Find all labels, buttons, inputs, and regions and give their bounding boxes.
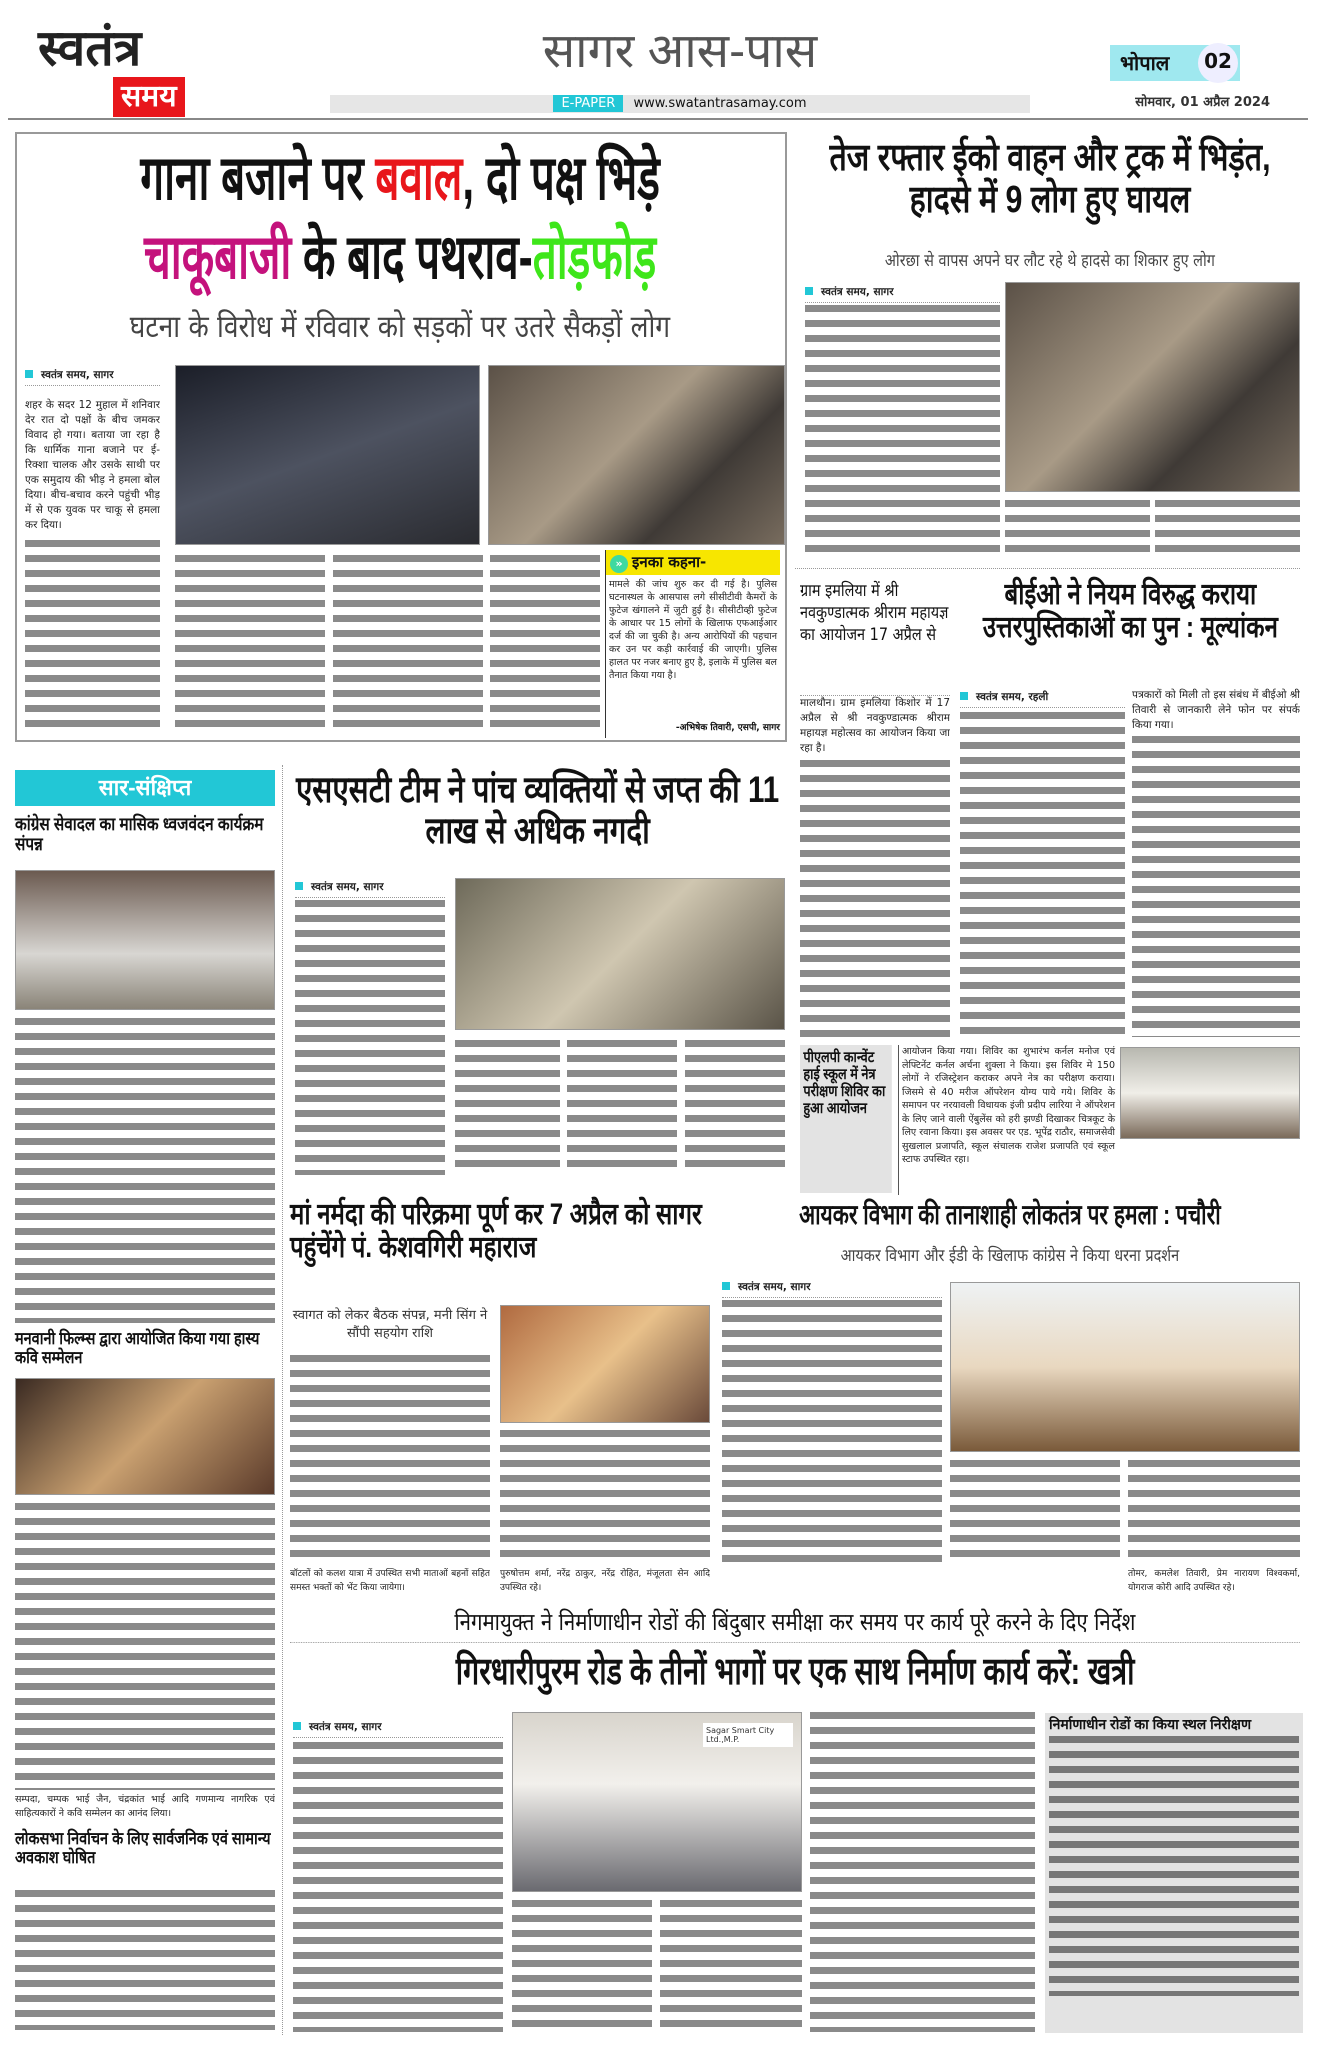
lead-body: शहर के सदर 12 मुहाल में शनिवार देर रात दो पक्षों के बीच जमकर विवाद हो गया। बताया जा रहा है कि धार्मिक गाना बजाने पर ई-रिक्शा चालक और उसके साथी पर एक समुदाय की भीड़ ने हमला बोल दिया। बीच-बचाव करने पहुंची भीड़ में से एक युवक पर चाकू से हमला कर दिया। xyxy=(25,399,160,531)
roads-col-4 xyxy=(810,1712,1035,2032)
quote-title: » इनका कहना- xyxy=(606,550,780,575)
lead-col-4 xyxy=(490,555,600,735)
beo-col-2-start: पत्रकारों को मिली तो इस संबंध में बीईओ श्री तिवारी से जानकारी लेने फोन पर संपर्क किया गया। xyxy=(1132,689,1300,731)
roads-kicker: निगमायुक्त ने निर्माणाधीन रोडों की बिंदुबार समीक्षा कर समय पर कार्य पूरे करने के दिए निर्देश xyxy=(290,1605,1300,1643)
narmada-headline: मां नर्मदा की परिक्रमा पूर्ण कर 7 अप्रैल को सागर पहुंचेंगे पं. केशवगिरी महाराज xyxy=(290,1198,702,1264)
roads-box-body xyxy=(1049,1736,1299,1996)
tax-photo xyxy=(950,1282,1300,1452)
epaper-label: E-PAPER xyxy=(553,95,623,112)
roads-col-3 xyxy=(660,1900,802,2032)
eye-camp-photo xyxy=(1120,1047,1300,1139)
quote-box xyxy=(605,550,780,738)
roads-photo xyxy=(512,1712,802,1892)
lead-subhead: घटना के विरोध में रविवार को सड़कों पर उतरे सैकड़ों लोग xyxy=(129,309,671,345)
photo-signboard: Sagar Smart City Ltd.,M.P. xyxy=(703,1723,793,1747)
quote-attribution: -अभिषेक तिवारी, एसपी, सागर xyxy=(675,723,780,733)
yagya-headline: ग्राम इमलिया में श्री नवकुण्डात्मक श्रीराम महायज्ञ का आयोजन 17 अप्रैल से xyxy=(800,581,949,645)
sidebar-item-3-headline: लोकसभा निर्वाचन के लिए सार्वजनिक एवं सामान्य अवकाश घोषित xyxy=(15,1829,271,1867)
beo-headline: बीईओ ने नियम विरुद्ध कराया उत्तरपुस्तिकाओं का पुन : मूल्यांकन xyxy=(982,578,1278,644)
narmada-tail-2: पुरुषोत्तम शर्मा, नरेंद्र ठाकुर, नरेंद्र रोहित, मंजूलता सेन आदि उपस्थित रहे। xyxy=(500,1569,710,1593)
logo xyxy=(38,22,213,117)
narmada-tail: बॉटलों को कलश यात्रा में उपस्थित सभी माताओं बहनों सहित समस्त भक्तों को भेंट किया जायेगा। xyxy=(290,1569,490,1593)
sst-photo xyxy=(455,878,785,1030)
lead-col-2 xyxy=(175,555,325,735)
sst-col-1 xyxy=(295,900,445,1175)
section-title: सागर आस-पास xyxy=(542,25,818,78)
sst-col-3 xyxy=(567,1040,677,1175)
logo-top: स्वतंत्र xyxy=(38,20,142,76)
beo-byline: स्वतंत्र समय, रहली xyxy=(960,690,1125,708)
eye-camp-headline: पीएलपी कान्वेंट हाई स्कूल में नेत्र परीक्षण शिविर का हुआ आयोजन xyxy=(800,1045,892,1193)
yagya-body xyxy=(800,760,950,1040)
accident-col-3 xyxy=(1155,500,1300,560)
roads-col-2 xyxy=(512,1900,652,2032)
tax-subhead: आयकर विभाग और ईडी के खिलाफ कांग्रेस ने किया धरना प्रदर्शन xyxy=(840,1246,1180,1266)
roads-col-1 xyxy=(293,1742,503,2032)
accident-photo xyxy=(1005,282,1300,492)
page-number: 02 xyxy=(1198,43,1238,83)
eye-camp-body: आयोजन किया गया। शिविर का शुभारंभ कर्नल मनोज एवं लेफ्टिनेंट कर्नल अर्चना शुक्ला ने किया। इस शिविर मे 150 लोगों ने रजिस्ट्रेशन कराकर अपने नेत्र का परीक्षण कराया। जिसमे से 40 मरीज ऑपरेशन योग्य पाये गये। शिविर के समापन पर नरयावली विधायक इंजी प्रदीप लारिया ने ऑपरेशन के लिए जाने वाली ऐंबुलेंस को हरी झण्डी दिखाकर चित्रकूट के लिए रवाना किया। इस अवसर पर एड. भूपेंद्र राठौर, समाजसेवी सुखलाल प्रजापति, स्कूल संचालक राजेश प्रजापति एवं स्कूल स्टाफ उपस्थित रहा। xyxy=(902,1046,1115,1165)
yagya-lead: मालथौन। ग्राम इमलिया किशोर में 17 अप्रैल से श्री नवकुण्डात्मक श्रीराम महायज्ञ महोत्सव का आयोजन किया जा रहा है। xyxy=(800,695,950,757)
roads-byline: स्वतंत्र समय, सागर xyxy=(293,1720,503,1738)
sidebar-item-2-body xyxy=(15,1503,275,1790)
accident-headline: तेज रफ्तार ईको वाहन और ट्रक में भिड़ंत, हादसे में 9 लोग हुए घायल xyxy=(829,137,1271,221)
narmada-col-1 xyxy=(290,1355,490,1565)
chevron-icon: » xyxy=(610,555,628,573)
sidebar-item-1-body xyxy=(15,1018,275,1323)
narmada-col-2 xyxy=(500,1430,710,1565)
accident-subhead: ओरछा से वापस अपने घर लौट रहे थे हादसे का शिकार हुए लोग xyxy=(884,251,1215,271)
lead-body-cont xyxy=(25,540,160,735)
accident-byline: स्वतंत्र समय, सागर xyxy=(805,285,1000,303)
narmada-photo xyxy=(500,1305,710,1423)
sidebar-item-1-headline: कांग्रेस सेवादल का मासिक ध्वजवंदन कार्यक्रम संपन्न xyxy=(15,814,264,854)
tax-col-3 xyxy=(1128,1460,1300,1565)
beo-col-2 xyxy=(1132,736,1300,1037)
epaper-bar xyxy=(330,95,1030,113)
divider xyxy=(795,568,1300,569)
lead-photo-crowd xyxy=(488,365,785,545)
quote-body: मामले की जांच शुरु कर दी गई है। पुलिस घटनास्थल के आसपास लगे सीसीटीवी कैमरों के फुटेज खंगालने में जुटी हुई है। सीसीटीव्ही फुटेज के आधार पर 15 लोगों के खिलाफ एफआईआर दर्ज की जा चुकी है। अन्य आरोपियों की पहचान कर उन पर कड़ी कार्रवाई की जाएगी। पुलिस हालत पर नजर बनाए हुए है, इलाके में पुलिस बल तैनात किया गया है। xyxy=(609,579,777,681)
sidebar-title: सार-संक्षिप्त xyxy=(15,770,275,806)
roads-headline: गिरधारीपुरम रोड के तीनों भागों पर एक साथ निर्माण कार्य करें: खत्री xyxy=(455,1651,1135,1693)
eye-camp-story xyxy=(898,1045,1300,1195)
narmada-subhead: स्वागत को लेकर बैठक संपन्न, मनी सिंग ने सौंपी सहयोग राशि xyxy=(292,1308,488,1341)
lead-photo-police xyxy=(175,365,480,545)
sidebar-item-2-tail: सम्पदा, चम्पक भाई जैन, चंद्रकांत भाई आदि गणमान्य नागरिक एवं साहित्यकारों ने कवि सम्मेलन का आनंद लिया। xyxy=(15,1794,275,1819)
sst-col-4 xyxy=(685,1040,785,1175)
sidebar-item-1-photo xyxy=(15,870,275,1010)
sst-col-2 xyxy=(455,1040,560,1175)
roads-box xyxy=(1045,1713,1303,2033)
tax-byline: स्वतंत्र समय, सागर xyxy=(722,1280,942,1298)
tax-headline: आयकर विभाग की तानाशाही लोकतंत्र पर हमला : पचौरी xyxy=(799,1199,1221,1230)
edition-badge xyxy=(1110,45,1240,81)
header-rule xyxy=(8,118,1308,120)
sidebar-item-2-headline: मनवानी फिल्म्स द्वारा आयोजित किया गया हास्य कवि सम्मेलन xyxy=(15,1329,260,1367)
sidebar-divider xyxy=(282,765,283,2035)
tax-tail: तोमर, कमलेश तिवारी, प्रेम नारायण विश्वकर्मा, योगराज कोरी आदि उपस्थित रहे। xyxy=(1128,1569,1300,1593)
sst-byline: स्वतंत्र समय, सागर xyxy=(295,880,445,898)
beo-col-1 xyxy=(960,712,1125,1037)
lead-headline-1: गाना बजाने पर बवाल, दो पक्ष भिड़े xyxy=(140,144,660,213)
lead-byline: स्वतंत्र समय, सागर xyxy=(25,368,160,386)
lead-headline-2: चाकूबाजी के बाद पथराव-तोड़फोड़ xyxy=(144,223,657,292)
logo-bottom: समय xyxy=(113,77,185,117)
website-link[interactable]: www.swatantrasamay.com xyxy=(633,96,807,111)
sidebar-item-3-body xyxy=(15,1890,275,2030)
date: सोमवार, 01 अप्रैल 2024 xyxy=(1135,95,1270,110)
tax-col-2 xyxy=(950,1460,1120,1565)
sst-headline: एसएसटी टीम ने पांच व्यक्तियों से जप्त की 11 लाख से अधिक नगदी xyxy=(295,769,780,851)
lead-col-3 xyxy=(333,555,483,735)
tax-col-1 xyxy=(722,1300,942,1565)
sidebar-item-2-photo xyxy=(15,1378,275,1495)
edition: भोपाल xyxy=(1120,51,1170,75)
roads-box-title: निर्माणाधीन रोडों का किया स्थल निरीक्षण xyxy=(1049,1716,1252,1732)
accident-col-1 xyxy=(805,305,1000,560)
accident-col-2 xyxy=(1005,500,1150,560)
